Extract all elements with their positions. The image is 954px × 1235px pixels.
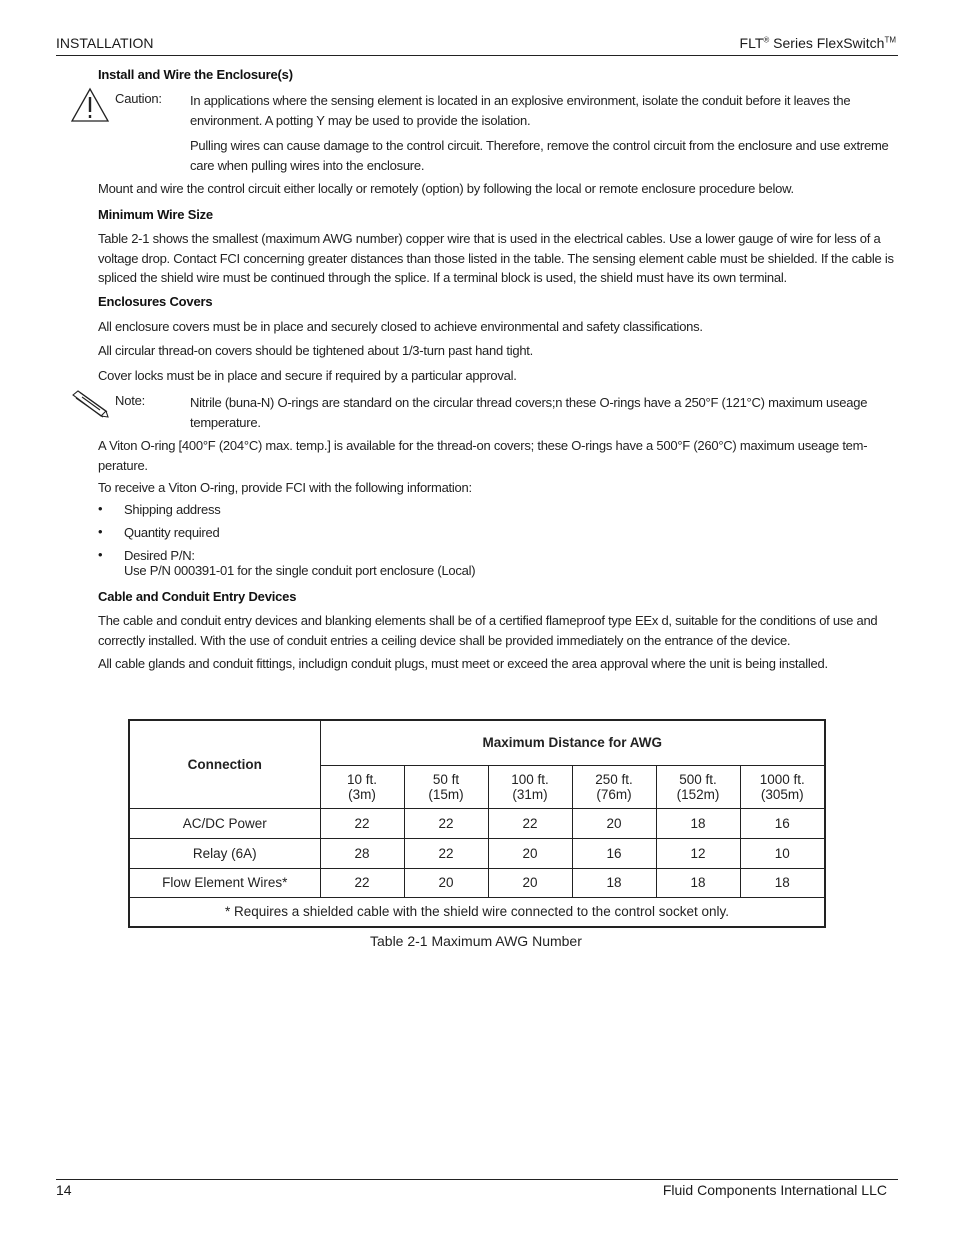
cable-paragraph-1: The cable and conduit entry devices and blanking elements shall be of a certified flameproof type EEx d, suitable for the conditions of use and correctly installed. With the use of conduit entries a ceiling device shall be provided immediately on the entrance of the device. xyxy=(98,613,878,648)
heading-cable-conduit: Cable and Conduit Entry Devices xyxy=(98,589,297,604)
bullet-desired-pn: Desired P/N: xyxy=(124,548,195,563)
bullet-marker: • xyxy=(98,524,103,539)
registered-mark: ® xyxy=(763,35,770,45)
bullet-desired-pn-detail: Use P/N 000391-01 for the single conduit port enclosure (Local) xyxy=(124,563,476,578)
distance-header: 10 ft. (3m) xyxy=(320,765,404,808)
covers-paragraph-1: All enclosure covers must be in place and securely closed to achieve environmental and safety classifications. xyxy=(98,319,703,334)
trademark-mark: TM xyxy=(884,35,896,45)
table-cell: 20 xyxy=(488,838,572,868)
table-cell: 20 xyxy=(404,868,488,897)
awg-table xyxy=(128,719,826,928)
distance-header: 50 ft (15m) xyxy=(404,765,488,808)
caution-label: Caution: xyxy=(115,91,162,106)
table-row xyxy=(129,868,825,897)
covers-paragraph-2: All circular thread-on covers should be tightened about 1/3-turn past hand tight. xyxy=(98,343,534,358)
heading-enclosure-covers: Enclosures Covers xyxy=(98,294,213,309)
heading-minimum-wire-size: Minimum Wire Size xyxy=(98,207,213,222)
table-cell: 18 xyxy=(656,868,740,897)
table-row xyxy=(129,808,825,838)
viton-paragraph: A Viton O-ring [400°F (204°C) max. temp.] is available for the thread-on covers; these O-rings have a 500°F (260°C) maximum useage tem-perature. xyxy=(98,438,868,473)
product-name: Series FlexSwitch xyxy=(769,35,885,51)
table-footnote-row xyxy=(129,897,825,927)
table-cell: 22 xyxy=(404,808,488,838)
distance-header: 1000 ft. (305m) xyxy=(740,765,825,808)
table-cell: 22 xyxy=(320,808,404,838)
bullet-shipping-address: Shipping address xyxy=(124,502,221,517)
table-caption: Table 2-1 Maximum AWG Number xyxy=(370,933,582,949)
caution-triangle-icon xyxy=(70,87,110,123)
table-cell: 16 xyxy=(572,838,656,868)
running-header-product xyxy=(740,35,896,51)
row-label: AC/DC Power xyxy=(129,808,320,838)
heading-install-wire: Install and Wire the Enclosure(s) xyxy=(98,67,293,82)
distance-header: 250 ft. (76m) xyxy=(572,765,656,808)
product-prefix: FLT xyxy=(739,35,764,51)
table-cell: 22 xyxy=(404,838,488,868)
table-cell: 18 xyxy=(572,868,656,897)
table-cell: 10 xyxy=(740,838,825,868)
running-header-section: INSTALLATION xyxy=(56,35,154,51)
table-header-row xyxy=(129,720,825,765)
column-header-connection: Connection xyxy=(129,720,320,808)
covers-paragraph-3: Cover locks must be in place and secure if required by a particular approval. xyxy=(98,368,517,383)
table-cell: 12 xyxy=(656,838,740,868)
note-paragraph: Nitrile (buna-N) O-rings are standard on the circular thread covers;n these O-rings have a 250°F (121°C) maximum useage temperature. xyxy=(190,395,868,430)
table-cell: 18 xyxy=(740,868,825,897)
table-cell: 22 xyxy=(320,868,404,897)
note-label: Note: xyxy=(115,393,146,408)
caution-paragraph-1: In applications where the sensing element is located in an explosive environment, isolate the conduit before it leaves the environment. A potting Y may be used to provide the isolation. xyxy=(190,93,851,128)
bullet-marker: • xyxy=(98,547,103,562)
table-cell: 28 xyxy=(320,838,404,868)
mount-paragraph: Mount and wire the control circuit either locally or remotely (option) by following the local or remote enclosure procedure below. xyxy=(98,181,794,196)
table-row xyxy=(129,838,825,868)
row-label: Relay (6A) xyxy=(129,838,320,868)
column-header-max-distance: Maximum Distance for AWG xyxy=(320,720,825,765)
table-cell: 20 xyxy=(488,868,572,897)
bullet-marker: • xyxy=(98,501,103,516)
distance-header: 100 ft. (31m) xyxy=(488,765,572,808)
header-rule xyxy=(56,55,898,56)
table-cell: 18 xyxy=(656,808,740,838)
note-pencil-icon xyxy=(70,389,110,419)
row-label: Flow Element Wires* xyxy=(129,868,320,897)
table-footnote: * Requires a shielded cable with the shield wire connected to the control socket only. xyxy=(129,897,825,927)
cable-paragraph-2: All cable glands and conduit fittings, includign conduit plugs, must meet or exceed the area approval where the unit is being installed. xyxy=(98,656,828,671)
table-cell: 16 xyxy=(740,808,825,838)
distance-header: 500 ft. (152m) xyxy=(656,765,740,808)
page-number: 14 xyxy=(56,1182,72,1198)
caution-paragraph-2: Pulling wires can cause damage to the control circuit. Therefore, remove the control circuit from the enclosure and use extreme care when pulling wires into the enclosure. xyxy=(190,138,889,173)
wire-size-paragraph: Table 2-1 shows the smallest (maximum AWG number) copper wire that is used in the electrical cables. Use a lower gauge of wire for less of a voltage drop. Contact FCI concerning greater distances than those listed in the table. The sensing element cable must be shielded. If the cable is spliced the shield wire must be continued through the splice. If a terminal block is used, the shield must have its own terminal. xyxy=(98,231,894,285)
receive-paragraph: To receive a Viton O-ring, provide FCI with the following information: xyxy=(98,480,472,495)
table-cell: 20 xyxy=(572,808,656,838)
footer-rule xyxy=(56,1179,898,1180)
bullet-quantity-required: Quantity required xyxy=(124,525,220,540)
footer-company: Fluid Components International LLC xyxy=(662,1182,887,1198)
table-cell: 22 xyxy=(488,808,572,838)
